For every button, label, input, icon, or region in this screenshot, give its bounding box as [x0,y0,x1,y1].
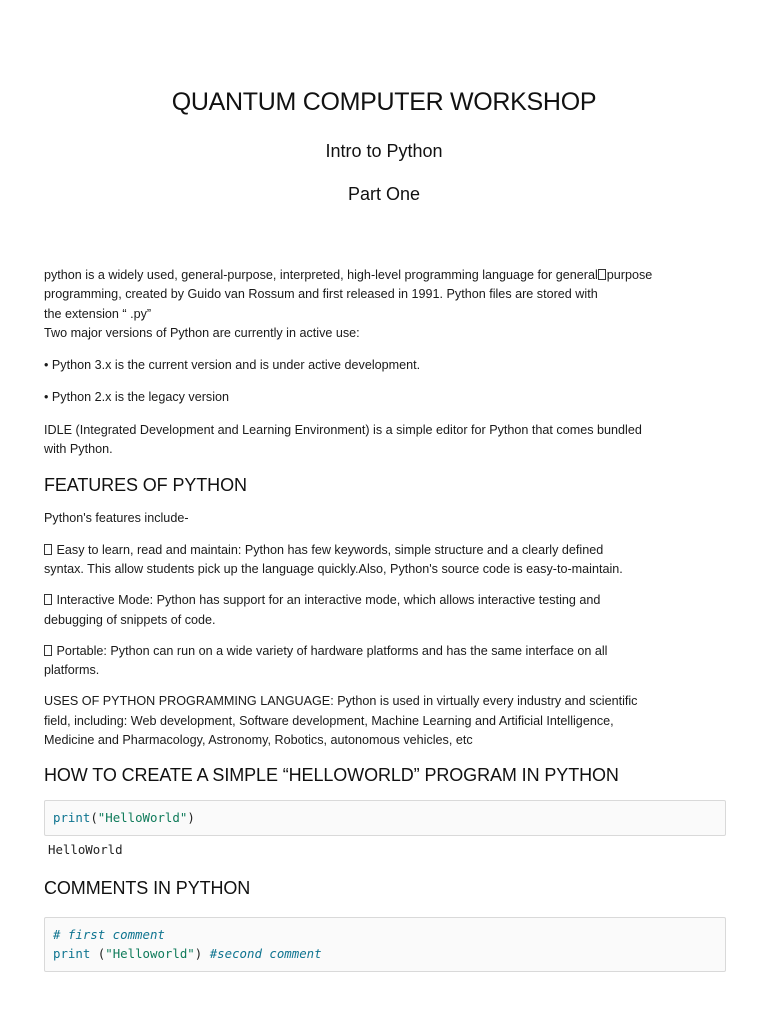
versions-paragraph: Two major versions of Python are currently in active use: [44,325,360,340]
bullet-glyph-icon [44,544,52,555]
helloworld-output: HelloWorld [48,841,123,857]
helloworld-code-block[interactable]: print("HelloWorld") [44,800,726,835]
idle-paragraph: IDLE (Integrated Development and Learning Environment) is a simple editor for Python that comes bundled with Python. [44,422,642,457]
document-part-label: Part One [347,184,421,204]
comments-code-block[interactable]: # first comment print ("Helloworld") #second comment [44,917,726,972]
features-lead: Python's features include- [44,511,189,526]
version-bullet-2x: • Python 2.x is the legacy version [44,390,230,405]
bullet-glyph-icon [44,645,52,656]
features-heading: FEATURES OF PYTHON [44,475,247,496]
bullet-glyph-icon [44,594,52,605]
helloworld-heading: HOW TO CREATE A SIMPLE “HELLOWORLD” PROGRAM IN PYTHON [44,765,619,786]
intro-paragraph: python is a widely used, general-purpose, interpreted, high-level programming language for general purpose programming, created by Guido van Rossum and first released in 1991. Python files are stored with the extension “ .py” [44,268,653,321]
uses-paragraph: USES OF PYTHON PROGRAMMING LANGUAGE: Python is used in virtually every industry and scientific field, including: Web development, Software development, Machine Learning and Artificial Intelligence, Medicine and Pharmacology, Astronomy, Robotics, autonomous vehicles, etc [44,694,638,748]
comments-heading: COMMENTS IN PYTHON [44,877,251,898]
missing-glyph-icon [598,269,606,280]
version-bullet-3x: • Python 3.x is the current version and is under active development. [44,358,421,373]
document-subtitle: Intro to Python [325,141,443,161]
feature-item-portable: Portable: Python can run on a wide variety of hardware platforms and has the same interface on all platforms. [44,643,608,678]
document-body [44,266,726,972]
document-title: QUANTUM COMPUTER WORKSHOP [171,88,597,116]
feature-item-interactive: Interactive Mode: Python has support for an interactive mode, which allows interactive testing and debugging of snippets of code. [44,593,601,627]
feature-item-easy: Easy to learn, read and maintain: Python has few keywords, simple structure and a clearly defined syntax. This allow students pick up the language quickly.Also, Python's source code is easy-to-maintain. [44,542,623,576]
